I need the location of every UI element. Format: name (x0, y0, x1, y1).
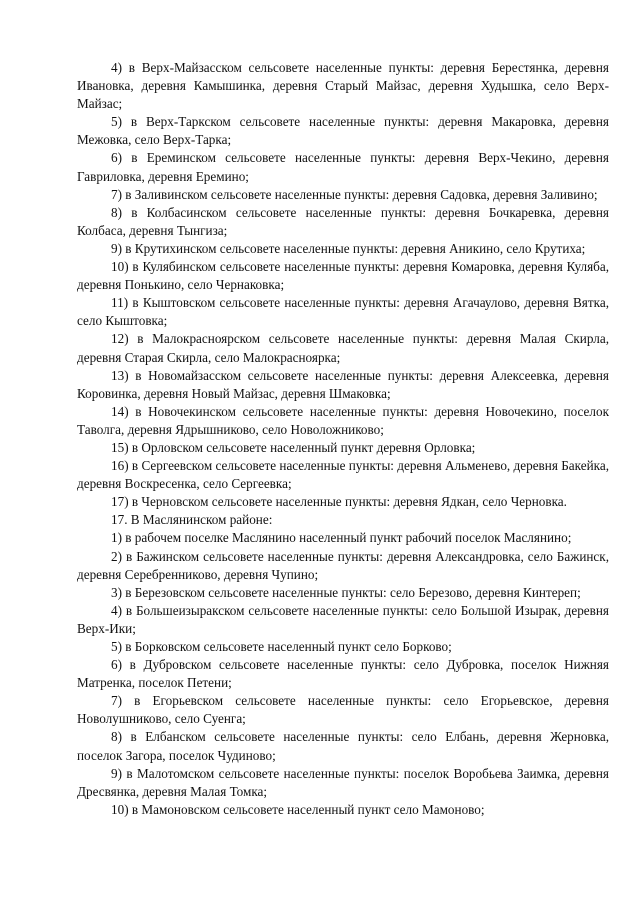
paragraph-dubrovka: 6) в Дубровском сельсовете населенные пункты: село Дубровка, поселок Нижняя Матренка, поселок Петени; (77, 657, 609, 691)
paragraph-novochekino: 14) в Новочекинском сельсовете населенные пункты: деревня Новочекино, поселок Таволга, деревня Ядрышниково, село Новоложниково; (77, 403, 609, 437)
paragraph-maslyanino: 1) в рабочем поселке Маслянино населенный пункт рабочий поселок Маслянино; (111, 530, 572, 546)
paragraph-bazhinsk: 2) в Бажинском сельсовете населенные пункты: деревня Александровка, село Бажинск, деревня Серебренниково, деревня Чупино; (77, 548, 609, 582)
paragraph-egorevskoe: 7) в Егорьевском сельсовете населенные пункты: село Егорьевское, деревня Новолушниково, село Суенга; (77, 693, 609, 727)
paragraph-sergeevka: 16) в Сергеевском сельсовете населенные пункты: деревня Альменево, деревня Бакейка, деревня Воскресенка, село Сергеевка; (77, 458, 609, 492)
paragraph-kulyaba: 10) в Кулябинском сельсовете населенные пункты: деревня Комаровка, деревня Куляба, деревня Понькино, село Чернаковка; (77, 259, 609, 293)
paragraph-novomayzas: 13) в Новомайзасском сельсовете населенные пункты: деревня Алексеевка, деревня Коровинка, деревня Новый Майзас, деревня Шмаковка; (77, 367, 609, 401)
paragraph-bolshoy-izyrak: 4) в Большеизыракском сельсовете населенные пункты: село Большой Изырак, деревня Верх-Ики; (77, 602, 609, 636)
paragraph-mamonovo: 10) в Мамоновском сельсовете населенный пункт село Мамоново; (111, 801, 485, 817)
paragraph-kyshtovka: 11) в Кыштовском сельсовете населенные пункты: деревня Агачаулово, деревня Вятка, село Кыштовка; (77, 295, 609, 329)
paragraph-malaya-tomka: 9) в Малотомском сельсовете населенные пункты: поселок Воробьева Заимка, деревня Дресвянка, деревня Малая Томка; (77, 765, 609, 799)
paragraph-malokrasnoyarka: 12) в Малокрасноярском сельсовете населенные пункты: деревня Малая Скирла, деревня Старая Скирла, село Малокрасноярка; (77, 331, 609, 365)
paragraph-borkovo: 5) в Борковском сельсовете населенный пункт село Борково; (111, 639, 452, 654)
paragraph-krutikha: 9) в Крутихинском сельсовете населенные пункты: деревня Аникино, село Крутиха; (111, 240, 586, 256)
paragraph-orlovka: 15) в Орловском сельсовете населенный пункт деревня Орловка; (111, 439, 476, 455)
paragraph-chernovka: 17) в Черновском сельсовете населенные пункты: деревня Ядкан, село Черновка. (111, 494, 567, 510)
paragraph-eremino: 6) в Ереминском сельсовете населенные пункты: деревня Верх-Чекино, деревня Гавриловка, деревня Еремино; (77, 150, 609, 184)
paragraph-verkh-mayzas: 4) в Верх-Майзасском сельсовете населенные пункты: деревня Берестянка, деревня Ивановка, деревня Камышинка, деревня Старый Майзас, деревня Худышка, село Верх-Майзас; (77, 60, 609, 112)
paragraph-berezovo: 3) в Березовском сельсовете населенные пункты: село Березово, деревня Кинтереп; (111, 584, 581, 600)
paragraph-verkh-tarka: 5) в Верх-Таркском сельсовете населенные пункты: деревня Макаровка, деревня Межовка, село Верх-Тарка; (77, 114, 609, 148)
paragraph-elban: 8) в Елбанском сельсовете населенные пункты: село Елбань, деревня Жерновка, поселок Загора, поселок Чудиново; (77, 729, 609, 763)
paragraph-kolbasa: 8) в Колбасинском сельсовете населенные пункты: деревня Бочкаревка, деревня Колбаса, деревня Тынгиза; (77, 204, 609, 238)
paragraph-zalivino: 7) в Заливинском сельсовете населенные пункты: деревня Садовка, деревня Заливино; (111, 186, 598, 202)
section-heading-maslyanino-district: 17. В Маслянинском районе: (111, 512, 273, 528)
document-page (77, 59, 609, 819)
